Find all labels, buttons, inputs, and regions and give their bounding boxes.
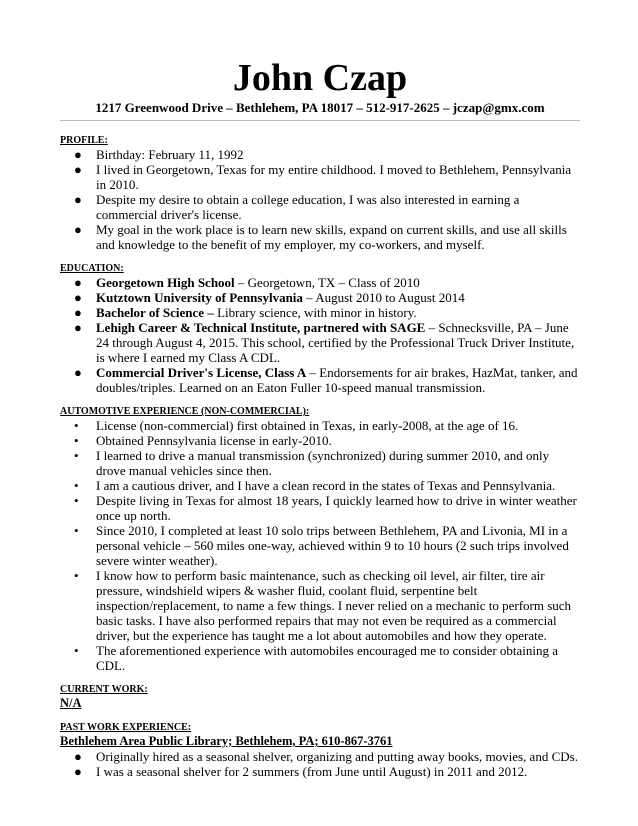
profile-heading: PROFILE: — [60, 135, 108, 146]
list-item: ● Originally hired as a seasonal shelver, organizing and putting away books, movies, and CDs. — [74, 749, 578, 764]
current-work-section — [60, 684, 580, 711]
education-list — [60, 275, 580, 395]
list-item: • The aforementioned experience with automobiles encouraged me to consider obtaining a CDL. — [74, 643, 559, 673]
past-employer: Bethlehem Area Public Library; Bethlehem, PA; 610-867-3761 — [60, 734, 393, 748]
bullet-icon: ● — [74, 305, 82, 320]
list-item: ● Kutztown University of Pennsylvania – August 2010 to August 2014 — [74, 290, 465, 305]
bullet-icon: ● — [74, 222, 82, 237]
list-item: • I know how to perform basic maintenance, such as checking oil level, air filter, tire air pressure, windshield wipers & washer fluid, coolant fluid, serpentine belt inspection/replacement, to name a few things. I never relied on a mechanic to perform such basic tasks. I have also performed repairs that may not even be required as a commercial driver, but the experience has taught me a lot about automobiles and how they operate. — [74, 568, 572, 643]
bullet-icon: ● — [74, 162, 82, 177]
list-item: • I am a cautious driver, and I have a clean record in the states of Texas and Pennsylvania. — [74, 478, 556, 493]
list-item: ● Commercial Driver's License, Class A – Endorsements for air brakes, HazMat, tanker, and doubles/triples. Learned on an Eaton Fuller 10-speed manual transmission. — [74, 365, 578, 395]
education-section — [60, 263, 580, 395]
past-work-heading: PAST WORK EXPERIENCE: — [60, 722, 192, 733]
bullet-icon: ● — [74, 290, 82, 305]
bullet-icon: • — [74, 478, 79, 493]
bullet-icon: • — [74, 568, 79, 583]
bullet-icon: • — [74, 523, 79, 538]
bullet-icon: • — [74, 643, 79, 658]
bullet-icon: ● — [74, 147, 82, 162]
bullet-icon: ● — [74, 749, 82, 764]
list-item: • I learned to drive a manual transmission (synchronized) during summer 2010, and only drove manual vehicles since then. — [74, 448, 550, 478]
past-work-list — [60, 749, 580, 779]
list-item: ● Georgetown High School – Georgetown, TX – Class of 2010 — [74, 275, 420, 290]
automotive-section — [60, 406, 580, 673]
bullet-icon: • — [74, 433, 79, 448]
education-heading: EDUCATION: — [60, 263, 124, 274]
bullet-icon: ● — [74, 320, 82, 335]
automotive-list — [60, 418, 580, 673]
bullet-icon: ● — [74, 764, 82, 779]
bullet-icon: • — [74, 448, 79, 463]
bullet-icon: • — [74, 418, 79, 433]
resume-name: John Czap — [232, 57, 408, 99]
list-item: ● Birthday: February 11, 1992 — [74, 147, 244, 162]
current-work-value: N/A — [60, 696, 82, 710]
resume-page — [60, 58, 580, 790]
past-work-section — [60, 722, 580, 779]
bullet-icon: ● — [74, 365, 82, 380]
current-work-heading: CURRENT WORK: — [60, 684, 148, 695]
list-item: ● I was a seasonal shelver for 2 summers (from June until August) in 2011 and 2012. — [74, 764, 528, 779]
automotive-heading: AUTOMOTIVE EXPERIENCE (NON-COMMERCIAL): — [60, 406, 310, 417]
list-item: • Obtained Pennsylvania license in early-2010. — [74, 433, 332, 448]
list-item: ● Bachelor of Science – Library science, with minor in history. — [74, 305, 417, 320]
contact-line: 1217 Greenwood Drive – Bethlehem, PA 18017 – 512-917-2625 – jczap@gmx.com — [95, 100, 545, 115]
list-item: ● Lehigh Career & Technical Institute, partnered with SAGE – Schnecksville, PA – June 24 through August 4, 2015. This school, certified by the Professional Truck Driver Institute, is where I earned my Class A CDL. — [74, 320, 575, 365]
bullet-icon: ● — [74, 192, 82, 207]
list-item: ● Despite my desire to obtain a college education, I was also interested in earning a commercial driver's license. — [74, 192, 520, 222]
profile-section — [60, 135, 580, 252]
bullet-icon: ● — [74, 275, 82, 290]
list-item: • Since 2010, I completed at least 10 solo trips between Bethlehem, PA and Livonia, MI in a personal vehicle – 560 miles one-way, achieved within 9 to 10 hours (2 such trips involved severe winter weather). — [74, 523, 569, 568]
profile-list — [60, 147, 580, 252]
bullet-icon: • — [74, 493, 79, 508]
header-divider — [60, 120, 580, 121]
list-item: • Despite living in Texas for almost 18 years, I quickly learned how to drive in winter weather once up north. — [74, 493, 577, 523]
list-item: ● I lived in Georgetown, Texas for my entire childhood. I moved to Bethlehem, Pennsylvania in 2010. — [74, 162, 572, 192]
list-item: • License (non-commercial) first obtained in Texas, in early-2008, at the age of 16. — [74, 418, 519, 433]
list-item: ● My goal in the work place is to learn new skills, expand on current skills, and use all skills and knowledge to the benefit of my employer, my co-workers, and myself. — [74, 222, 567, 252]
